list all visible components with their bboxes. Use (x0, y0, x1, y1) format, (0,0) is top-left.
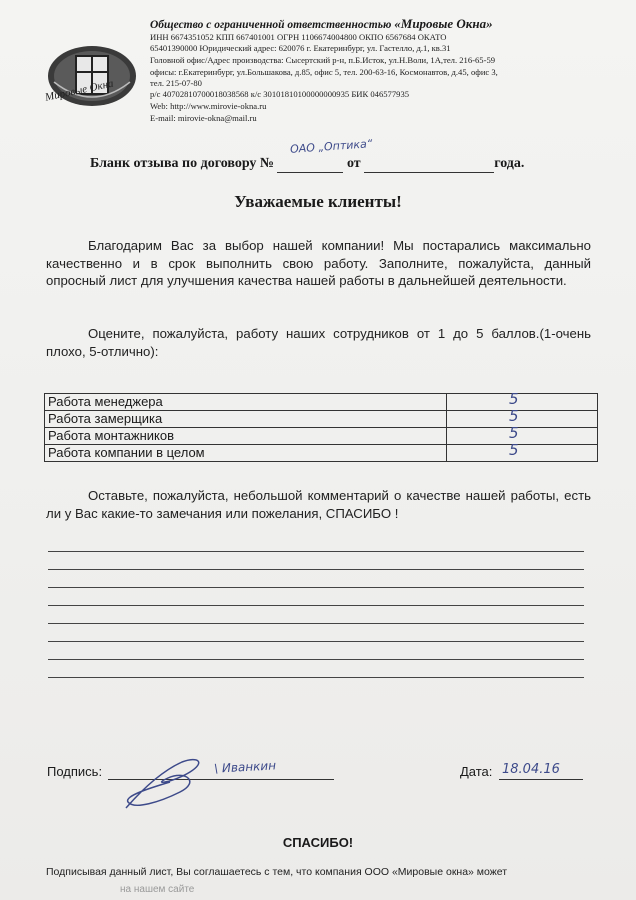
requisites-line-3: Головной офис/Адрес производства: Сысертский р-н, п.Б.Исток, ул.Н.Воли, 1А,тел. 216-65-59 (150, 55, 496, 65)
email-line: E-mail: mirovie-okna@mail.ru (150, 113, 257, 123)
table-row (45, 445, 598, 462)
date-handwritten: 18.04.16 (502, 762, 560, 777)
rating-prompt: Оцените, пожалуйста, работу наших сотрудников от 1 до 5 баллов.(1-очень плохо, 5-отлично): (46, 326, 591, 359)
rating-score: 5 (509, 424, 519, 442)
rating-score-cell[interactable] (447, 424, 598, 445)
signature-name: \ Иванкин (213, 758, 277, 776)
comment-line[interactable] (48, 677, 584, 678)
contract-handwritten: ОАО „Оптика“ (289, 137, 373, 156)
ratings-table (44, 390, 598, 462)
requisites-line-1: ИНН 6674351052 КПП 667401001 ОГРН 1106674004800 ОКПО 6567684 ОКАТО (150, 32, 447, 42)
rating-score: 5 (509, 407, 519, 425)
date-line[interactable] (499, 779, 583, 780)
rating-label: Работа замерщика (45, 411, 447, 428)
logo-caption: Мировые Окна (44, 77, 115, 104)
comment-line[interactable] (48, 587, 584, 588)
rating-score-cell[interactable] (447, 407, 598, 428)
requisites-line-2: 65401390000 Юридический адрес: 620076 г. Екатеринбург, ул. Гастелло, д.1, кв.31 (150, 43, 451, 53)
company-name: Общество с ограниченной ответственностью «Мировые Окна» (150, 16, 493, 31)
date-label: Дата: (460, 764, 493, 779)
thanks-heading: СПАСИБО! (282, 835, 354, 850)
rating-label: Работа компании в целом (45, 445, 447, 462)
footer-cut-text: на нашем сайте (120, 884, 195, 895)
rating-score: 5 (509, 441, 519, 459)
company-logo-icon (46, 42, 138, 112)
comment-prompt: Оставьте, пожалуйста, небольшой комментарий о качестве нашей работы, есть ли у Вас какие-то замечания или пожелания, СПАСИБО ! (46, 488, 591, 521)
greeting-heading: Уважаемые клиенты! (234, 192, 402, 211)
website-line: Web: http://www.mirovie-okna.ru (150, 101, 267, 111)
requisites-line-4: офисы: г.Екатеринбург, ул.Большакова, д.85, офис 5, тел. 200-63-16, Космонавтов, д.45, офис 3, (150, 67, 498, 77)
comment-line[interactable] (48, 623, 584, 624)
comment-line[interactable] (48, 551, 584, 552)
intro-paragraph: Благодарим Вас за выбор нашей компании! Мы постарались максимально качественно и в срок выполнить свою работу. Заполните, пожалуйста, данный опросный лист для улучшения качества нашей работы в дальнейшей деятельности. (46, 238, 591, 288)
requisites-line-5: тел. 215-07-80 (150, 78, 202, 88)
rating-score-cell[interactable] (447, 441, 598, 462)
comment-line[interactable] (48, 641, 584, 642)
requisites-line-6: р/с 40702810700018038568 к/с 30101810100000000935 БИК 046577935 (150, 89, 410, 99)
comment-line[interactable] (48, 659, 584, 660)
rating-label: Работа менеджера (45, 394, 447, 411)
comment-line[interactable] (48, 605, 584, 606)
rating-score-cell[interactable] (447, 390, 598, 411)
footer-consent: Подписывая данный лист, Вы соглашаетесь с тем, что компания ООО «Мировые окна» может (46, 866, 508, 878)
signature-scribble-icon (120, 752, 216, 812)
comment-line[interactable] (48, 569, 584, 570)
rating-score: 5 (509, 390, 519, 408)
rating-label: Работа монтажников (45, 428, 447, 445)
signature-label: Подпись: (47, 764, 103, 779)
form-title: Бланк отзыва по договору № от года. (90, 156, 525, 171)
